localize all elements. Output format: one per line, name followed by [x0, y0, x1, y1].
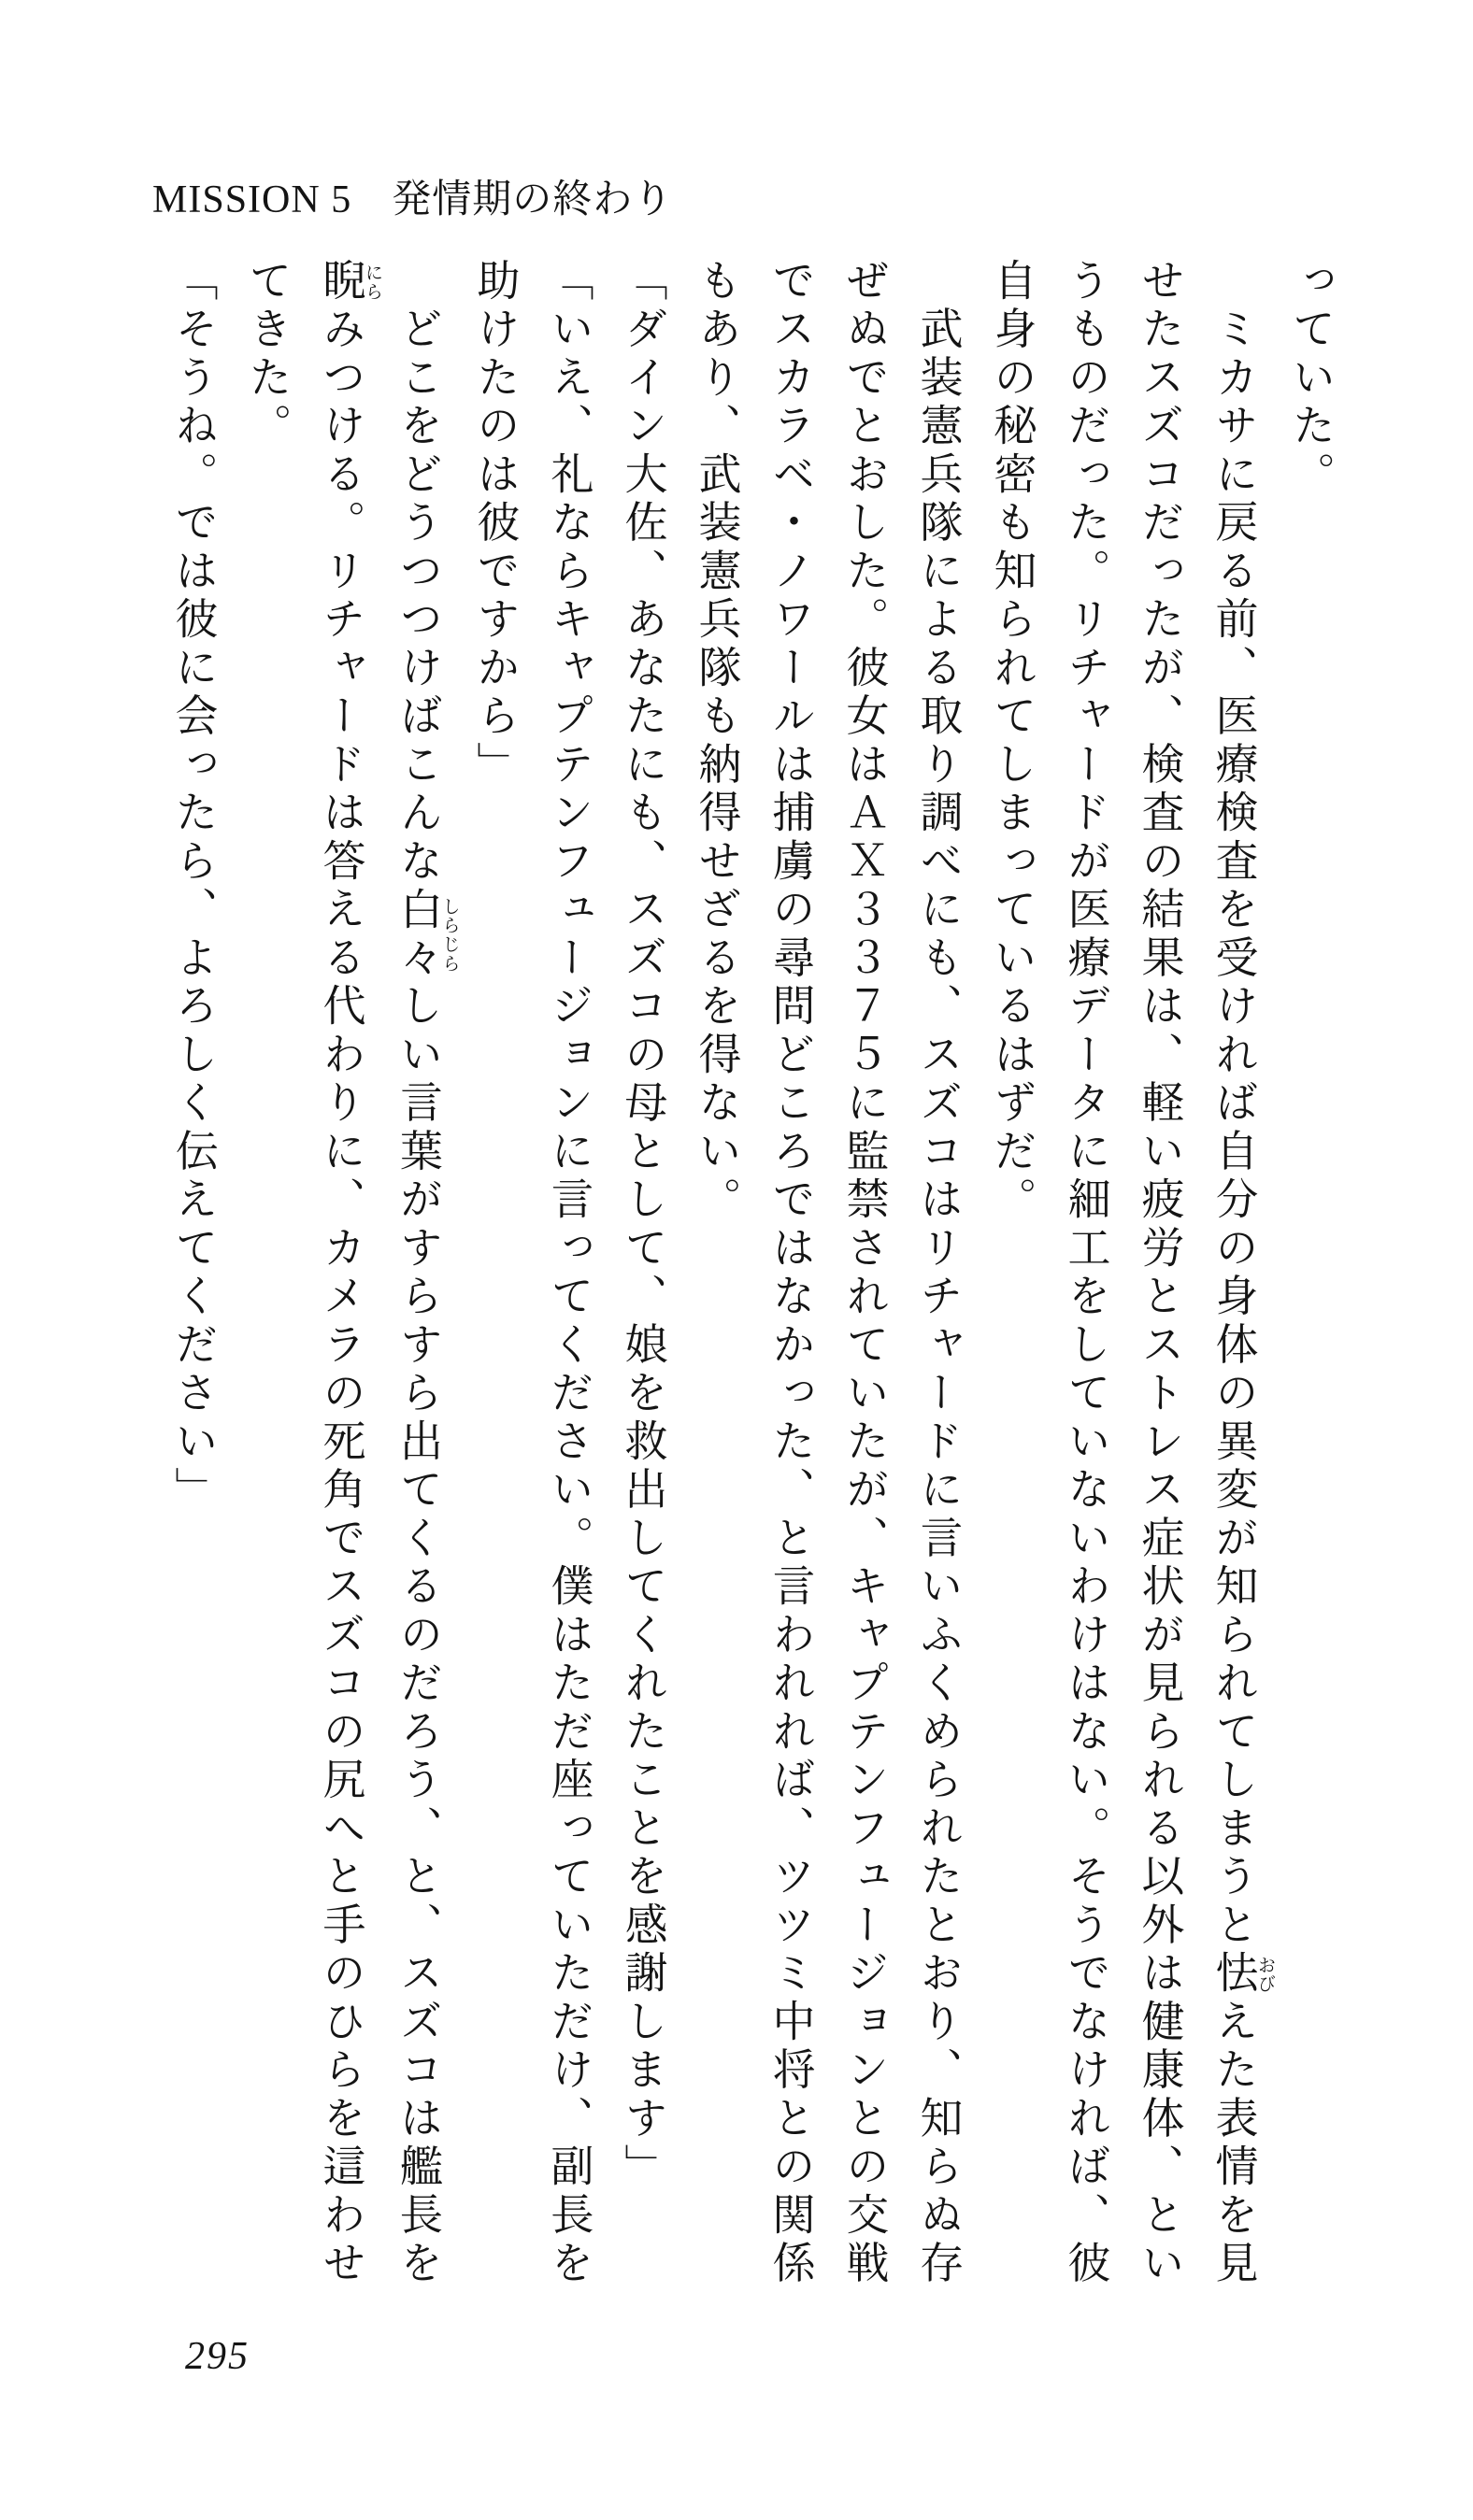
- text-column: せたスズコだったが、検査の結果は、軽い疲労とストレス症状が見られる以外は健康体、とい: [1136, 258, 1184, 2289]
- body-text: [157, 258, 1349, 2323]
- text-column: もあり、武装憲兵隊も納得せざるを得ない。: [693, 258, 741, 1225]
- text-column: 助けたのは彼ですから」: [471, 258, 520, 790]
- text-column: 「そうね。では彼に会ったら、よろしく伝えてください」: [169, 258, 218, 1516]
- furigana-annotated-word: 怯おび: [1209, 1950, 1275, 1999]
- text-column: てきた。: [243, 258, 292, 451]
- furigana-annotated-word: 白々しらじら: [394, 886, 459, 984]
- text-column: でスカラベ・ノワールは捕虜の尋問どころではなかった、と言われれば、ツツミ中将との関係: [766, 258, 815, 2289]
- furigana-annotated-word: 睨にら: [317, 258, 382, 306]
- text-column: どこをどうつつけばこんな白々しらじらしい言葉がすらすら出てくるのだろう、と、スズコは艦長を: [394, 258, 459, 2289]
- text-column: 自身の秘密も知られてしまっているはずだ。: [988, 258, 1037, 1225]
- text-column: 「ダイン大佐、あなたにも、スズコの母として、娘を救出してくれたことを感謝します」: [619, 258, 667, 2192]
- text-column: ぜぬでとおした。彼女はＡＸ３３７５に監禁されていたが、キャプテンフュージョンとの交戦: [840, 258, 889, 2289]
- chapter-header: MISSION 5 発情期の終わり: [152, 178, 674, 221]
- page-number: 295: [185, 2335, 250, 2378]
- text-column: うものだった。リチャードが医療データに細工をしていないわけはない。そうでなければ、彼: [1062, 258, 1110, 2289]
- text-column: 武装憲兵隊による取り調べにも、スズコはリチャードに言いふくめられたとおり、知らぬ存: [914, 258, 963, 2289]
- text-column: っていた。: [1287, 258, 1335, 500]
- text-column: ミカサに戻る前、医療検査を受ければ自分の身体の異変が知られてしまうと怯おびえた表情を見: [1209, 258, 1275, 2289]
- text-column: 「いえ、礼ならキャプテンフュージョンに言ってください。僕はただ座っていただけ、副長を: [545, 258, 593, 2289]
- text-column: 睨にらみつける。リチャードは答える代わりに、カメラの死角でスズコの尻へと手のひらを這わせ: [317, 258, 382, 2289]
